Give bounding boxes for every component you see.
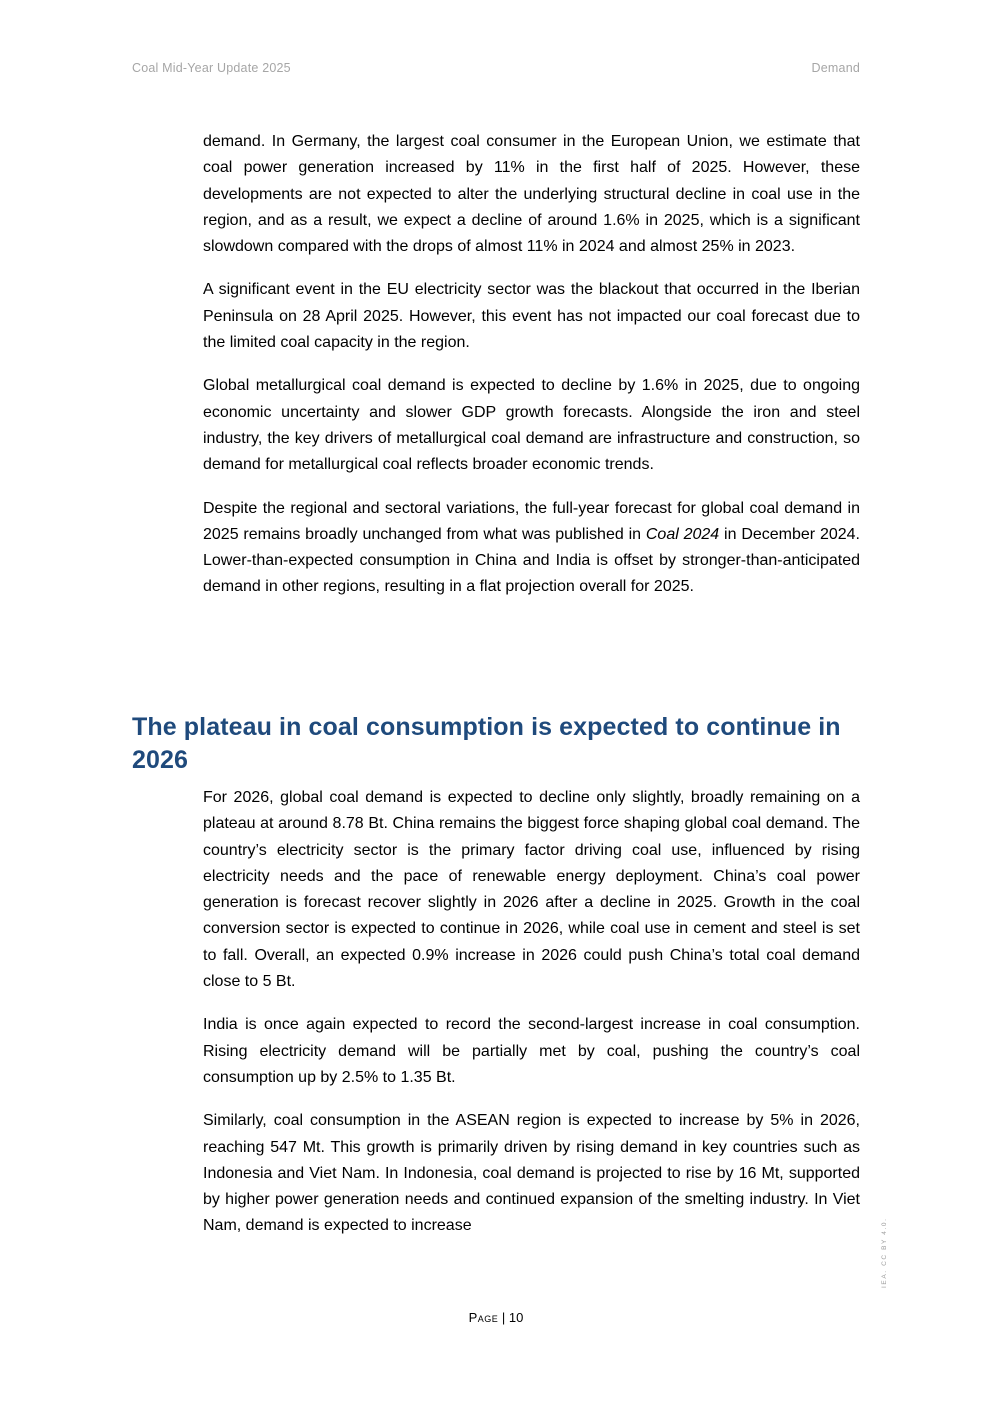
paragraph-metallurgical-coal: Global metallurgical coal demand is expected to decline by 1.6% in 2025, due to ongoing economic uncertainty and slower GDP growth forecasts. Alongside the iron and steel industry, the key drivers of metallurgical coal demand are infrastructure and construction, so demand for metallurgical coal reflects broader economic trends.	[203, 377, 860, 474]
body-text-section-1	[203, 129, 860, 618]
paragraph-india: India is once again expected to record the second-largest increase in coal consumption. Rising electricity demand will be partially met by coal, pushing the country’s coal consumption up by 2.5% to 1.35 Bt.	[203, 1016, 860, 1086]
paragraph-global-2026: For 2026, global coal demand is expected to decline only slightly, broadly remaining on a plateau at around 8.78 Bt. China remains the biggest force shaping global coal demand. The country’s electricity sector is the primary factor driving coal use, influenced by rising electricity needs and the pace of renewable energy deployment. China’s coal power generation is forecast recover slightly in 2026 after a decline in 2025. Growth in the coal conversion sector is expected to continue in 2026, while coal use in cement and steel is set to fall. Overall, an expected 0.9% increase in 2026 could push China’s total coal demand close to 5 Bt.	[203, 789, 860, 991]
paragraph-text: Despite the regional and sectoral variations, the full-year forecast for global coal demand in 2025 remains broadly unchanged from what was published in	[203, 499, 860, 543]
page-separator: |	[498, 1310, 509, 1325]
paragraph-germany-eu: demand. In Germany, the largest coal consumer in the European Union, we estimate that coal power generation increased by 11% in the first half of 2025. However, these developments are not expected to alter the underlying structural decline in coal use in the region, and as a result, we expect a decline of around 1.6% in 2025, which is a significant slowdown compared with the drops of almost 11% in 2024 and almost 25% in 2023.	[203, 133, 860, 256]
running-header-section: Demand	[811, 61, 860, 75]
report-title-reference: Coal 2024	[645, 525, 720, 543]
paragraph-text: in December 2024. Lower-than-expected consumption in China and India is offset by stronger-than-anticipated demand in other regions, resulting in a flat projection overall for 2025.	[203, 525, 860, 596]
page-number: 10	[508, 1310, 524, 1325]
section-heading: The plateau in coal consumption is expected to continue in 2026	[132, 713, 841, 774]
body-text-section-2	[203, 785, 860, 1257]
paragraph-asean: Similarly, coal consumption in the ASEAN region is expected to increase by 5% in 2026, reaching 547 Mt. This growth is primarily driven by rising demand in key countries such as Indonesia and Viet Nam. In Indonesia, coal demand is projected to rise by 16 Mt, supported by higher power generation needs and continued expansion of the smelting industry. In Viet Nam, demand is expected to increase	[203, 1112, 860, 1235]
paragraph-full-year-forecast	[203, 496, 860, 601]
running-header-title: Coal Mid-Year Update 2025	[132, 61, 291, 75]
page-footer	[0, 1310, 992, 1325]
license-notice: IEA. CC BY 4.0.	[881, 1217, 888, 1288]
paragraph-iberian-blackout: A significant event in the EU electricity sector was the blackout that occurred in the Iberian Peninsula on 28 April 2025. However, this event has not impacted our coal forecast due to the limited coal capacity in the region.	[203, 281, 860, 352]
page-label: Page	[468, 1310, 499, 1325]
